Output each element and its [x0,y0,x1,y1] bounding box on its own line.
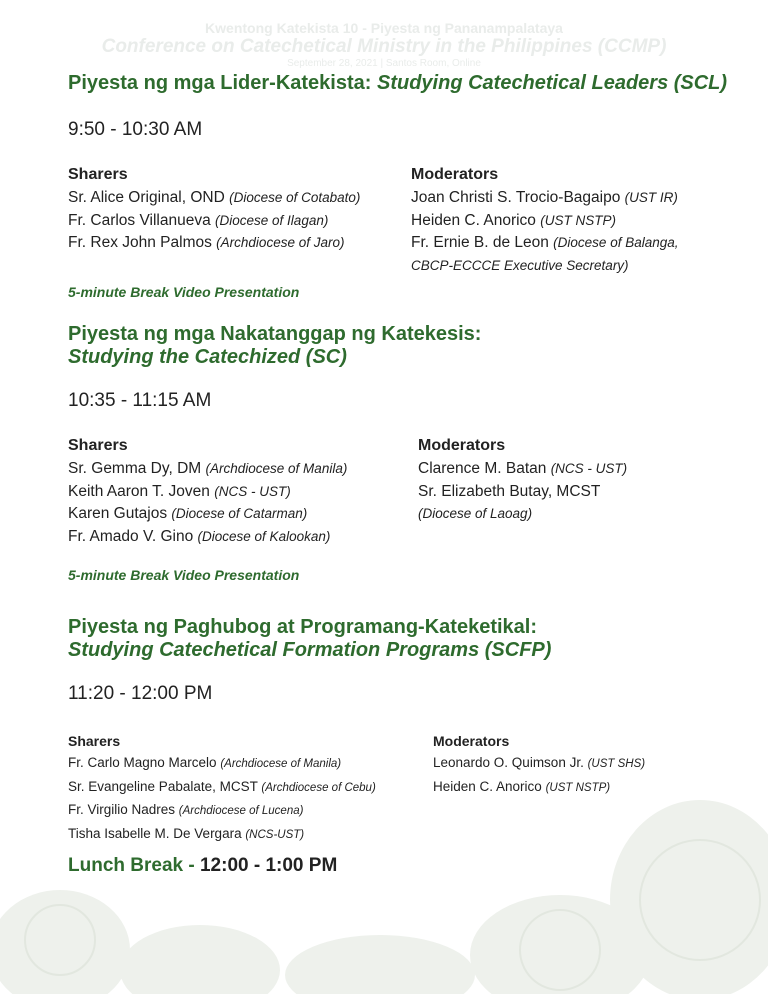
session-2-title: Piyesta ng mga Nakatanggap ng Katekesis: [68,323,482,345]
session-2-break: 5-minute Break Video Presentation [68,567,300,583]
sharer-item: Fr. Virgilio Nadres (Archdiocese of Lucena) [68,802,304,817]
session-1-heading [68,72,727,95]
moderator-item: Leonardo O. Quimson Jr. (UST SHS) [433,755,646,770]
lunch-time: 12:00 - 1:00 PM [199,855,338,876]
session-3-time: 11:20 - 12:00 PM [68,683,213,704]
session-3-sharers-label: Sharers [68,733,121,749]
session-1-title: Piyesta ng mga Lider-Katekista: [68,72,377,94]
session-3-title: Piyesta ng Paghubog at Programang-Kateketikal: [68,616,537,638]
sharer-item: Sr. Gemma Dy, DM (Archdiocese of Manila) [68,460,348,477]
session-1-break: 5-minute Break Video Presentation [68,284,300,300]
sharer-item: Keith Aaron T. Joven (NCS - UST) [68,482,291,500]
sharer-item: Fr. Rex John Palmos (Archdiocese of Jaro) [68,234,345,252]
sharer-item: Karen Gutajos (Diocese of Catarman) [68,505,308,523]
moderator-item: Sr. Elizabeth Butay, MCST [418,482,601,500]
watermark-conference-title: Conference on Catechetical Ministry in the Philippines (CCMP) [101,36,667,57]
watermark-event-title: Kwentong Katekista 10 - Piyesta ng Pananampalataya [205,20,563,36]
session-3-moderators-list [433,752,645,799]
session-2-subtitle-wrap [68,346,347,369]
session-1-moderators-label: Moderators [411,166,499,183]
moderator-item: Fr. Ernie B. de Leon (Diocese of Balanga, [411,234,679,252]
sharer-item: Tisha Isabelle M. De Vergara (NCS-UST) [68,825,305,841]
session-3-subtitle: Studying Catechetical Formation Programs (SCFP) [68,639,552,661]
session-2-time: 10:35 - 11:15 AM [68,390,212,411]
session-2-moderators-list [418,458,627,526]
sharer-item: Sr. Alice Original, OND (Diocese of Cotabato) [68,189,361,206]
sharer-item: Fr. Carlos Villanueva (Diocese of Ilagan) [68,211,329,229]
moderator-item: Clarence M. Batan (NCS - UST) [418,460,628,477]
moderator-item: (Diocese of Laoag) [418,506,533,522]
moderator-item: CBCP-ECCCE Executive Secretary) [411,258,629,274]
moderator-item: Joan Christi S. Trocio-Bagaipo (UST IR) [411,189,678,206]
sharer-item: Fr. Amado V. Gino (Diocese of Kalookan) [68,528,331,546]
lunch-break [68,855,337,877]
session-2-sharers-label: Sharers [68,437,128,454]
session-1-time: 9:50 - 10:30 AM [68,119,203,140]
session-1-subtitle: Studying Catechetical Leaders (SCL) [376,72,728,94]
session-1-sharers-list [68,187,360,255]
session-3-subtitle-wrap [68,639,551,662]
moderator-item: Heiden C. Anorico (UST NSTP) [411,211,616,229]
session-1-moderators-list [411,187,679,278]
sharer-item: Sr. Evangeline Pabalate, MCST (Archdiocese of Cebu) [68,778,376,794]
sharer-item: Fr. Carlo Magno Marcelo (Archdiocese of Manila) [68,755,342,770]
session-2-subtitle: Studying the Catechized (SC) [68,346,347,368]
session-3-moderators-label: Moderators [433,733,510,749]
session-3-sharers-list [68,752,376,846]
moderator-item: Heiden C. Anorico (UST NSTP) [433,778,611,794]
session-2-sharers-list [68,458,347,549]
session-2-moderators-label: Moderators [418,437,506,454]
lunch-label: Lunch Break - [68,855,200,876]
watermark-date-venue: September 28, 2021 | Santos Room, Online [287,58,481,69]
session-1-sharers-label: Sharers [68,166,128,183]
